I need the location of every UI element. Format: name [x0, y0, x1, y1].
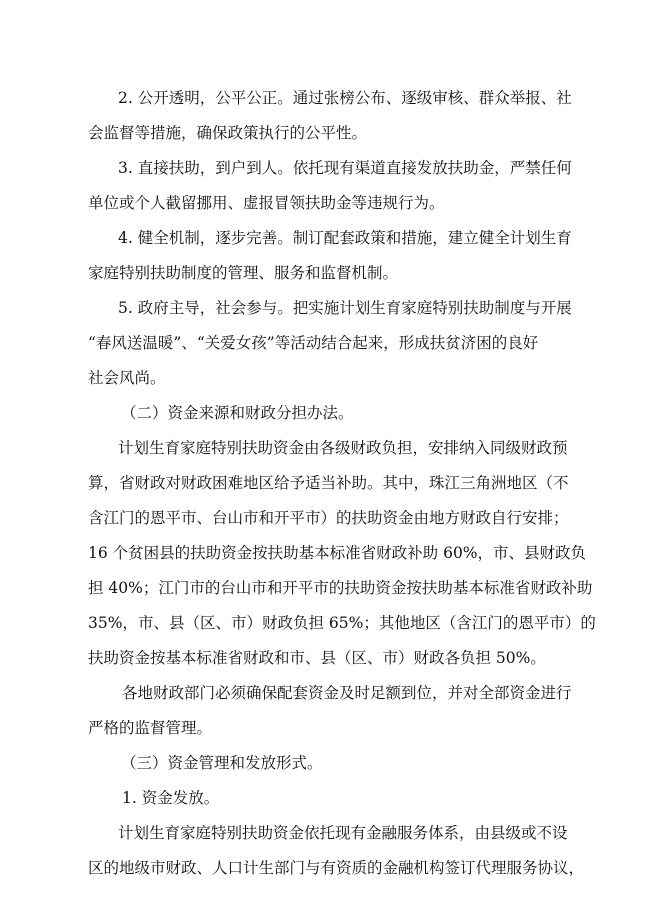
paragraph-line: 单位或个人截留挪用、虚报冒领扶助金等违规行为。 [88, 194, 445, 212]
paragraph-line: “春风送温暖”、“关爱女孩”等活动结合起来，形成扶贫济困的良好 [88, 334, 539, 352]
paragraph-line: 16 个贫困县的扶助资金按扶助基本标准省财政补助 60%，市、县财政负 [88, 544, 587, 562]
paragraph-line: 社会风尚。 [88, 369, 166, 387]
paragraph-line: 扶助资金按基本标准省财政和市、县（区、市）财政各负担 50%。 [88, 649, 546, 667]
paragraph-line: 算，省财政对财政困难地区给予适当补助。其中，珠江三角洲地区（不 [88, 474, 569, 492]
paragraph-line: 家庭特别扶助制度的管理、服务和监督机制。 [88, 264, 399, 282]
paragraph-line: 区的地级市财政、人口计生部门与有资质的金融机构签订代理服务协议， [88, 859, 585, 877]
paragraph-line: 严格的监督管理。 [88, 719, 213, 737]
paragraph-line: 计划生育家庭特别扶助资金依托现有金融服务体系，由县级或不设 [118, 824, 568, 842]
subsection-heading: 1. 资金发放。 [122, 789, 220, 807]
paragraph-line: 4. 健全机制，逐步完善。制订配套政策和措施，建立健全计划生育 [118, 229, 572, 247]
paragraph-line: 3. 直接扶助，到户到人。依托现有渠道直接发放扶助金，严禁任何 [118, 159, 572, 177]
section-heading: （二）资金来源和财政分担办法。 [121, 404, 354, 422]
paragraph-line: 5. 政府主导，社会参与。把实施计划生育家庭特别扶助制度与开展 [118, 299, 572, 317]
section-heading: （三）资金管理和发放形式。 [121, 754, 323, 772]
paragraph-line: 各地财政部门必须确保配套资金及时足额到位，并对全部资金进行 [122, 684, 572, 702]
paragraph-line: 担 40%；江门市的台山市和开平市的扶助资金按扶助基本标准省财政补助 [88, 579, 593, 597]
paragraph-line: 会监督等措施，确保政策执行的公平性。 [88, 124, 368, 142]
paragraph-line: 2. 公开透明，公平公正。通过张榜公布、逐级审核、群众举报、社 [118, 89, 572, 107]
paragraph-line: 含江门的恩平市、台山市和开平市）的扶助资金由地方财政自行安排； [88, 509, 569, 527]
paragraph-line: 计划生育家庭特别扶助资金由各级财政负担，安排纳入同级财政预 [118, 439, 568, 457]
paragraph-line: 35%，市、县（区、市）财政负担 65%；其他地区（含江门的恩平市）的 [88, 614, 596, 632]
